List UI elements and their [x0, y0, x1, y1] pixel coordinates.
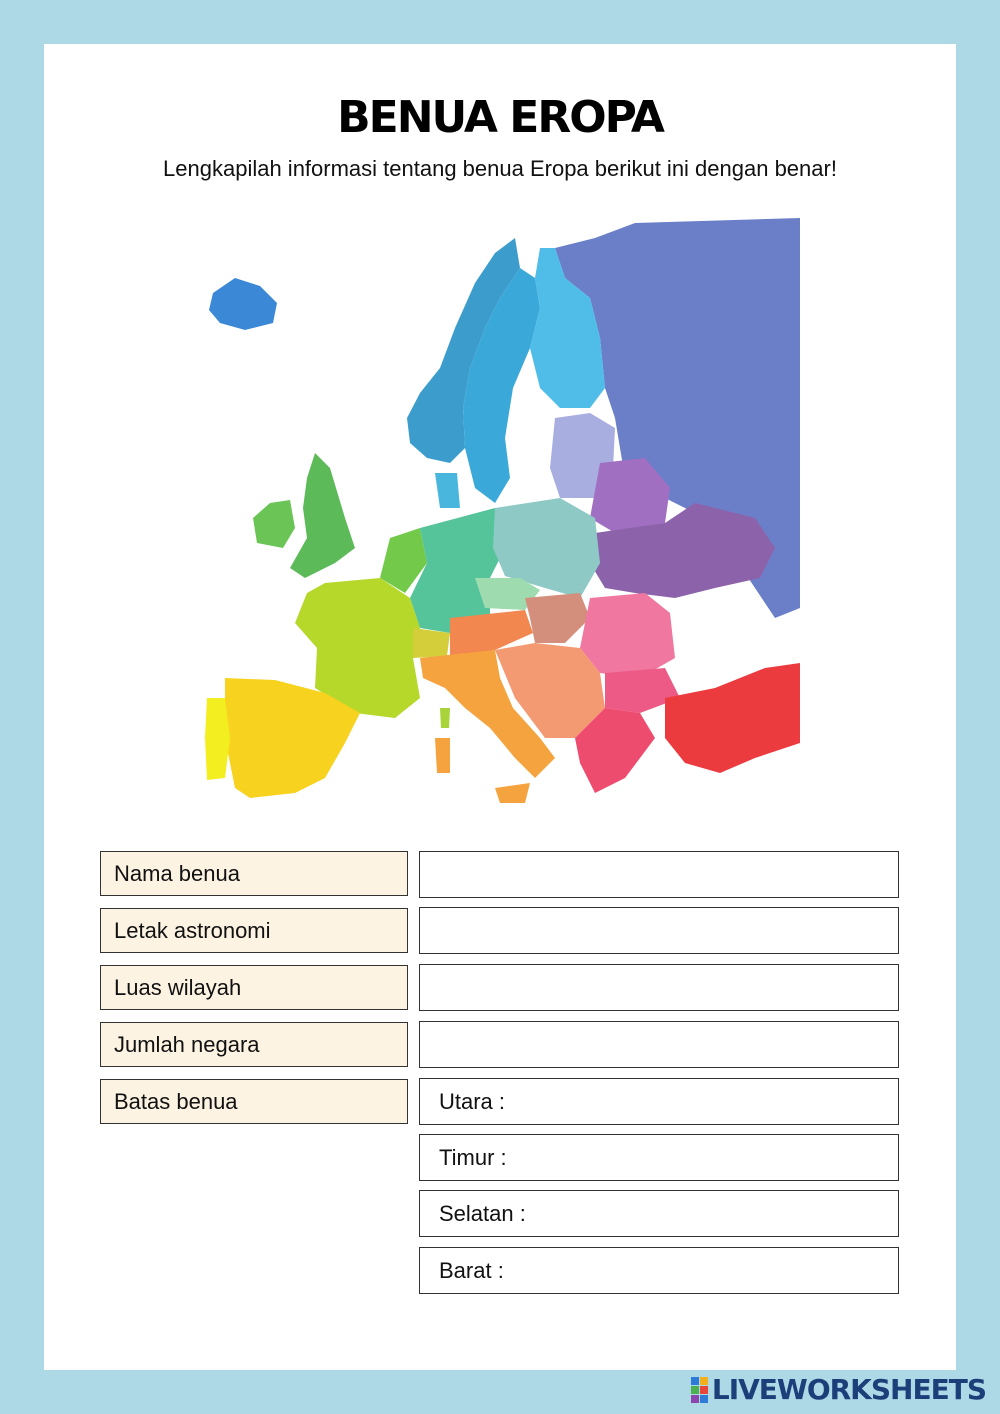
answer-batas-barat[interactable] [419, 1247, 899, 1294]
turkey-region [665, 663, 800, 773]
answer-nama-benua[interactable] [419, 851, 899, 898]
switzerland-region [413, 628, 450, 658]
iceland-region [209, 278, 277, 330]
page-title: BENUA EROPA [337, 92, 663, 143]
letak-astronomi-input[interactable] [439, 910, 856, 952]
label-letak-astronomi: Letak astronomi [100, 908, 408, 953]
answer-luas-wilayah[interactable] [419, 964, 899, 1011]
selatan-label: Selatan : [439, 1201, 526, 1226]
jumlah-negara-input[interactable] [439, 1024, 856, 1066]
corsica-region [440, 708, 450, 728]
answer-batas-utara[interactable] [419, 1078, 899, 1125]
utara-label: Utara : [439, 1089, 506, 1114]
europe-map-image [195, 218, 800, 818]
sicily-region [495, 783, 530, 803]
liveworksheets-logo [691, 1373, 986, 1406]
brand-name: LIVEWORKSHEETS [711, 1373, 986, 1406]
portugal-region [205, 698, 230, 780]
uk-region [290, 453, 355, 578]
hungary-region [525, 593, 590, 643]
timur-label: Timur : [439, 1145, 507, 1170]
ireland-region [253, 500, 295, 548]
romania-region [580, 593, 675, 678]
barat-label: Barat : [439, 1258, 504, 1283]
luas-wilayah-input[interactable] [439, 967, 856, 1009]
instructions: Lengkapilah informasi tentang benua Eropa berikut ini dengan benar! [163, 156, 837, 181]
label-batas-benua: Batas benua [100, 1079, 408, 1124]
label-luas-wilayah: Luas wilayah [100, 965, 408, 1010]
nama-benua-input[interactable] [439, 854, 856, 896]
label-nama-benua: Nama benua [100, 851, 408, 896]
label-jumlah-negara: Jumlah negara [100, 1022, 408, 1067]
liveworksheets-logo-icon [691, 1377, 708, 1403]
answer-batas-timur[interactable] [419, 1134, 899, 1181]
sardinia-region [435, 738, 450, 773]
answer-batas-selatan[interactable] [419, 1190, 899, 1237]
answer-jumlah-negara[interactable] [419, 1021, 899, 1068]
answer-letak-astronomi[interactable] [419, 907, 899, 954]
denmark-region [435, 473, 460, 508]
